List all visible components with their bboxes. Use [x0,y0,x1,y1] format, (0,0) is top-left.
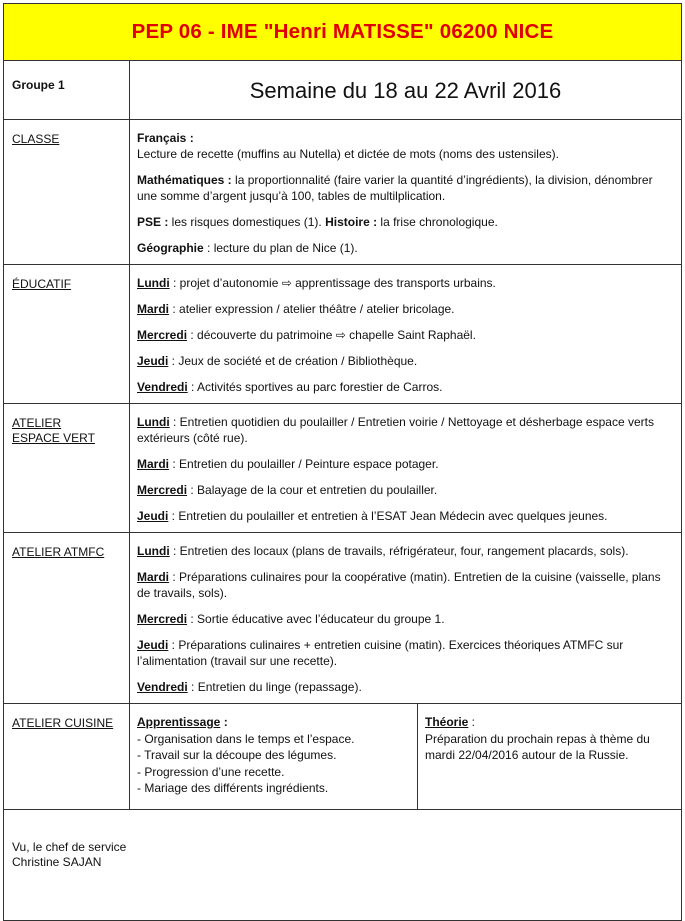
classe-content [130,120,682,265]
day-label: Mercredi [137,612,188,626]
list-item: - Progression d’une recette. [137,764,285,779]
cuisine-label: ATELIER CUISINE [4,704,130,810]
day-label: Jeudi [137,638,169,652]
list-item [137,611,673,627]
day-text: : Activités sportives au parc forestier de Carros. [187,380,443,394]
atmfc-content [130,533,682,704]
espace-vert-content [130,404,682,533]
maths-label: Mathématiques : [137,173,232,187]
list-item [137,482,673,498]
educatif-row [4,265,682,404]
signature-cell [4,809,682,920]
list-item [137,543,673,559]
theorie-heading [425,714,674,731]
list-item [137,508,673,524]
day-text: : Sortie éducative avec l’éducateur du groupe 1. [187,612,445,626]
atmfc-label: ATELIER ATMFC [4,533,130,704]
list-item [137,679,673,695]
planning-sheet [3,3,681,921]
classe-label: CLASSE [4,120,130,265]
geo-text: : lecture du plan de Nice (1). [203,241,358,255]
day-label: Mardi [137,302,170,316]
theorie-cell [418,704,682,810]
day-text: : Entretien du poulailler / Peinture espace potager. [169,457,439,471]
list-item [137,379,673,395]
day-text: : Balayage de la cour et entretien du poulailler. [187,483,438,497]
apprentissage-label: Apprentissage [137,715,221,729]
list-item [137,414,673,446]
footer-row [4,809,682,920]
espace-vert-label-line1: ATELIER [12,416,62,430]
list-item [137,327,673,343]
day-label: Vendredi [137,380,188,394]
list-item [137,456,673,472]
planning-table [3,3,682,921]
histoire-label: Histoire : [325,215,378,229]
week-title: Semaine du 18 au 22 Avril 2016 [130,61,682,120]
classe-row [4,120,682,265]
geo-block [137,240,673,256]
pse-label: PSE : [137,215,169,229]
day-text: : Préparations culinaires + entretien cuisine (matin). Exercices théoriques ATMFC sur l’alimentation (travail sur une recette). [137,638,624,668]
day-label: Mercredi [137,328,188,342]
day-label: Jeudi [137,354,169,368]
day-label: Lundi [137,415,170,429]
apprentissage-heading [137,714,410,731]
day-label: Mercredi [137,483,188,497]
day-text: : atelier expression / atelier théâtre / atelier bricolage. [169,302,455,316]
day-text: : découverte du patrimoine ⇨ chapelle Saint Raphaël. [187,328,476,342]
list-item [137,569,673,601]
maths-text: la proportionnalité (faire varier la quantité d’ingrédients), la division, dénombrer une somme d’argent jusqu’à 100, tables de multilplication. [137,173,653,203]
atmfc-row [4,533,682,704]
day-label: Mardi [137,570,170,584]
day-text: : Entretien du poulailler et entretien à l’ESAT Jean Médecin avec quelques jeunes. [168,509,608,523]
day-text: : Jeux de société et de création / Bibliothèque. [168,354,418,368]
list-item: - Mariage des différents ingrédients. [137,781,329,795]
list-item: - Organisation dans le temps et l’espace. [137,731,355,746]
title-cell [4,4,682,61]
day-label: Mardi [137,457,170,471]
pse-text: les risques domestiques (1). [168,215,326,229]
espace-vert-label [4,404,130,533]
espace-vert-label-line2: ESPACE VERT [12,431,95,445]
day-label: Vendredi [137,680,188,694]
signature-line2: Christine SAJAN [12,854,102,869]
francais-label: Français : [137,131,194,145]
theorie-label: Théorie [425,715,469,729]
maths-block [137,172,673,204]
geo-label: Géographie [137,241,204,255]
list-item [137,637,673,669]
title-row [4,4,682,61]
francais-block [137,130,673,162]
day-text: : projet d’autonomie ⇨ apprentissage des transports urbains. [169,276,496,290]
signature-line1: Vu, le chef de service [12,839,127,854]
histoire-text: la frise chronologique. [377,215,498,229]
day-text: : Entretien quotidien du poulailler / Entretien voirie / Nettoyage et désherbage espace verts extérieurs (côté rue). [137,415,654,445]
day-label: Lundi [137,544,170,558]
apprentissage-colon: : [220,715,228,729]
day-text: : Préparations culinaires pour la coopérative (matin). Entretien de la cuisine (vaisselle, plans de travails, sols). [137,570,661,600]
list-item [137,301,673,317]
apprentissage-cell [130,704,418,810]
theorie-text: Préparation du prochain repas à thème du mardi 22/04/2016 autour de la Russie. [425,731,650,762]
day-label: Lundi [137,276,170,290]
educatif-label: ÉDUCATIF [4,265,130,404]
header-row [4,61,682,120]
list-item [137,353,673,369]
espace-vert-row [4,404,682,533]
list-item [137,275,673,291]
day-text: : Entretien du linge (repassage). [187,680,362,694]
francais-text: Lecture de recette (muffins au Nutella) et dictée de mots (noms des ustensiles). [137,147,559,161]
cuisine-row [4,704,682,810]
list-item: - Travail sur la découpe des légumes. [137,748,337,762]
apprentissage-list [137,731,410,797]
document-title: PEP 06 - IME "Henri MATISSE" 06200 NICE [131,20,554,43]
theorie-colon: : [468,715,476,729]
day-text: : Entretien des locaux (plans de travails, réfrigérateur, four, rangement placards, sols). [169,544,629,558]
pse-histoire-block [137,214,673,230]
groupe-label: Groupe 1 [4,61,130,120]
day-label: Jeudi [137,509,169,523]
educatif-content [130,265,682,404]
